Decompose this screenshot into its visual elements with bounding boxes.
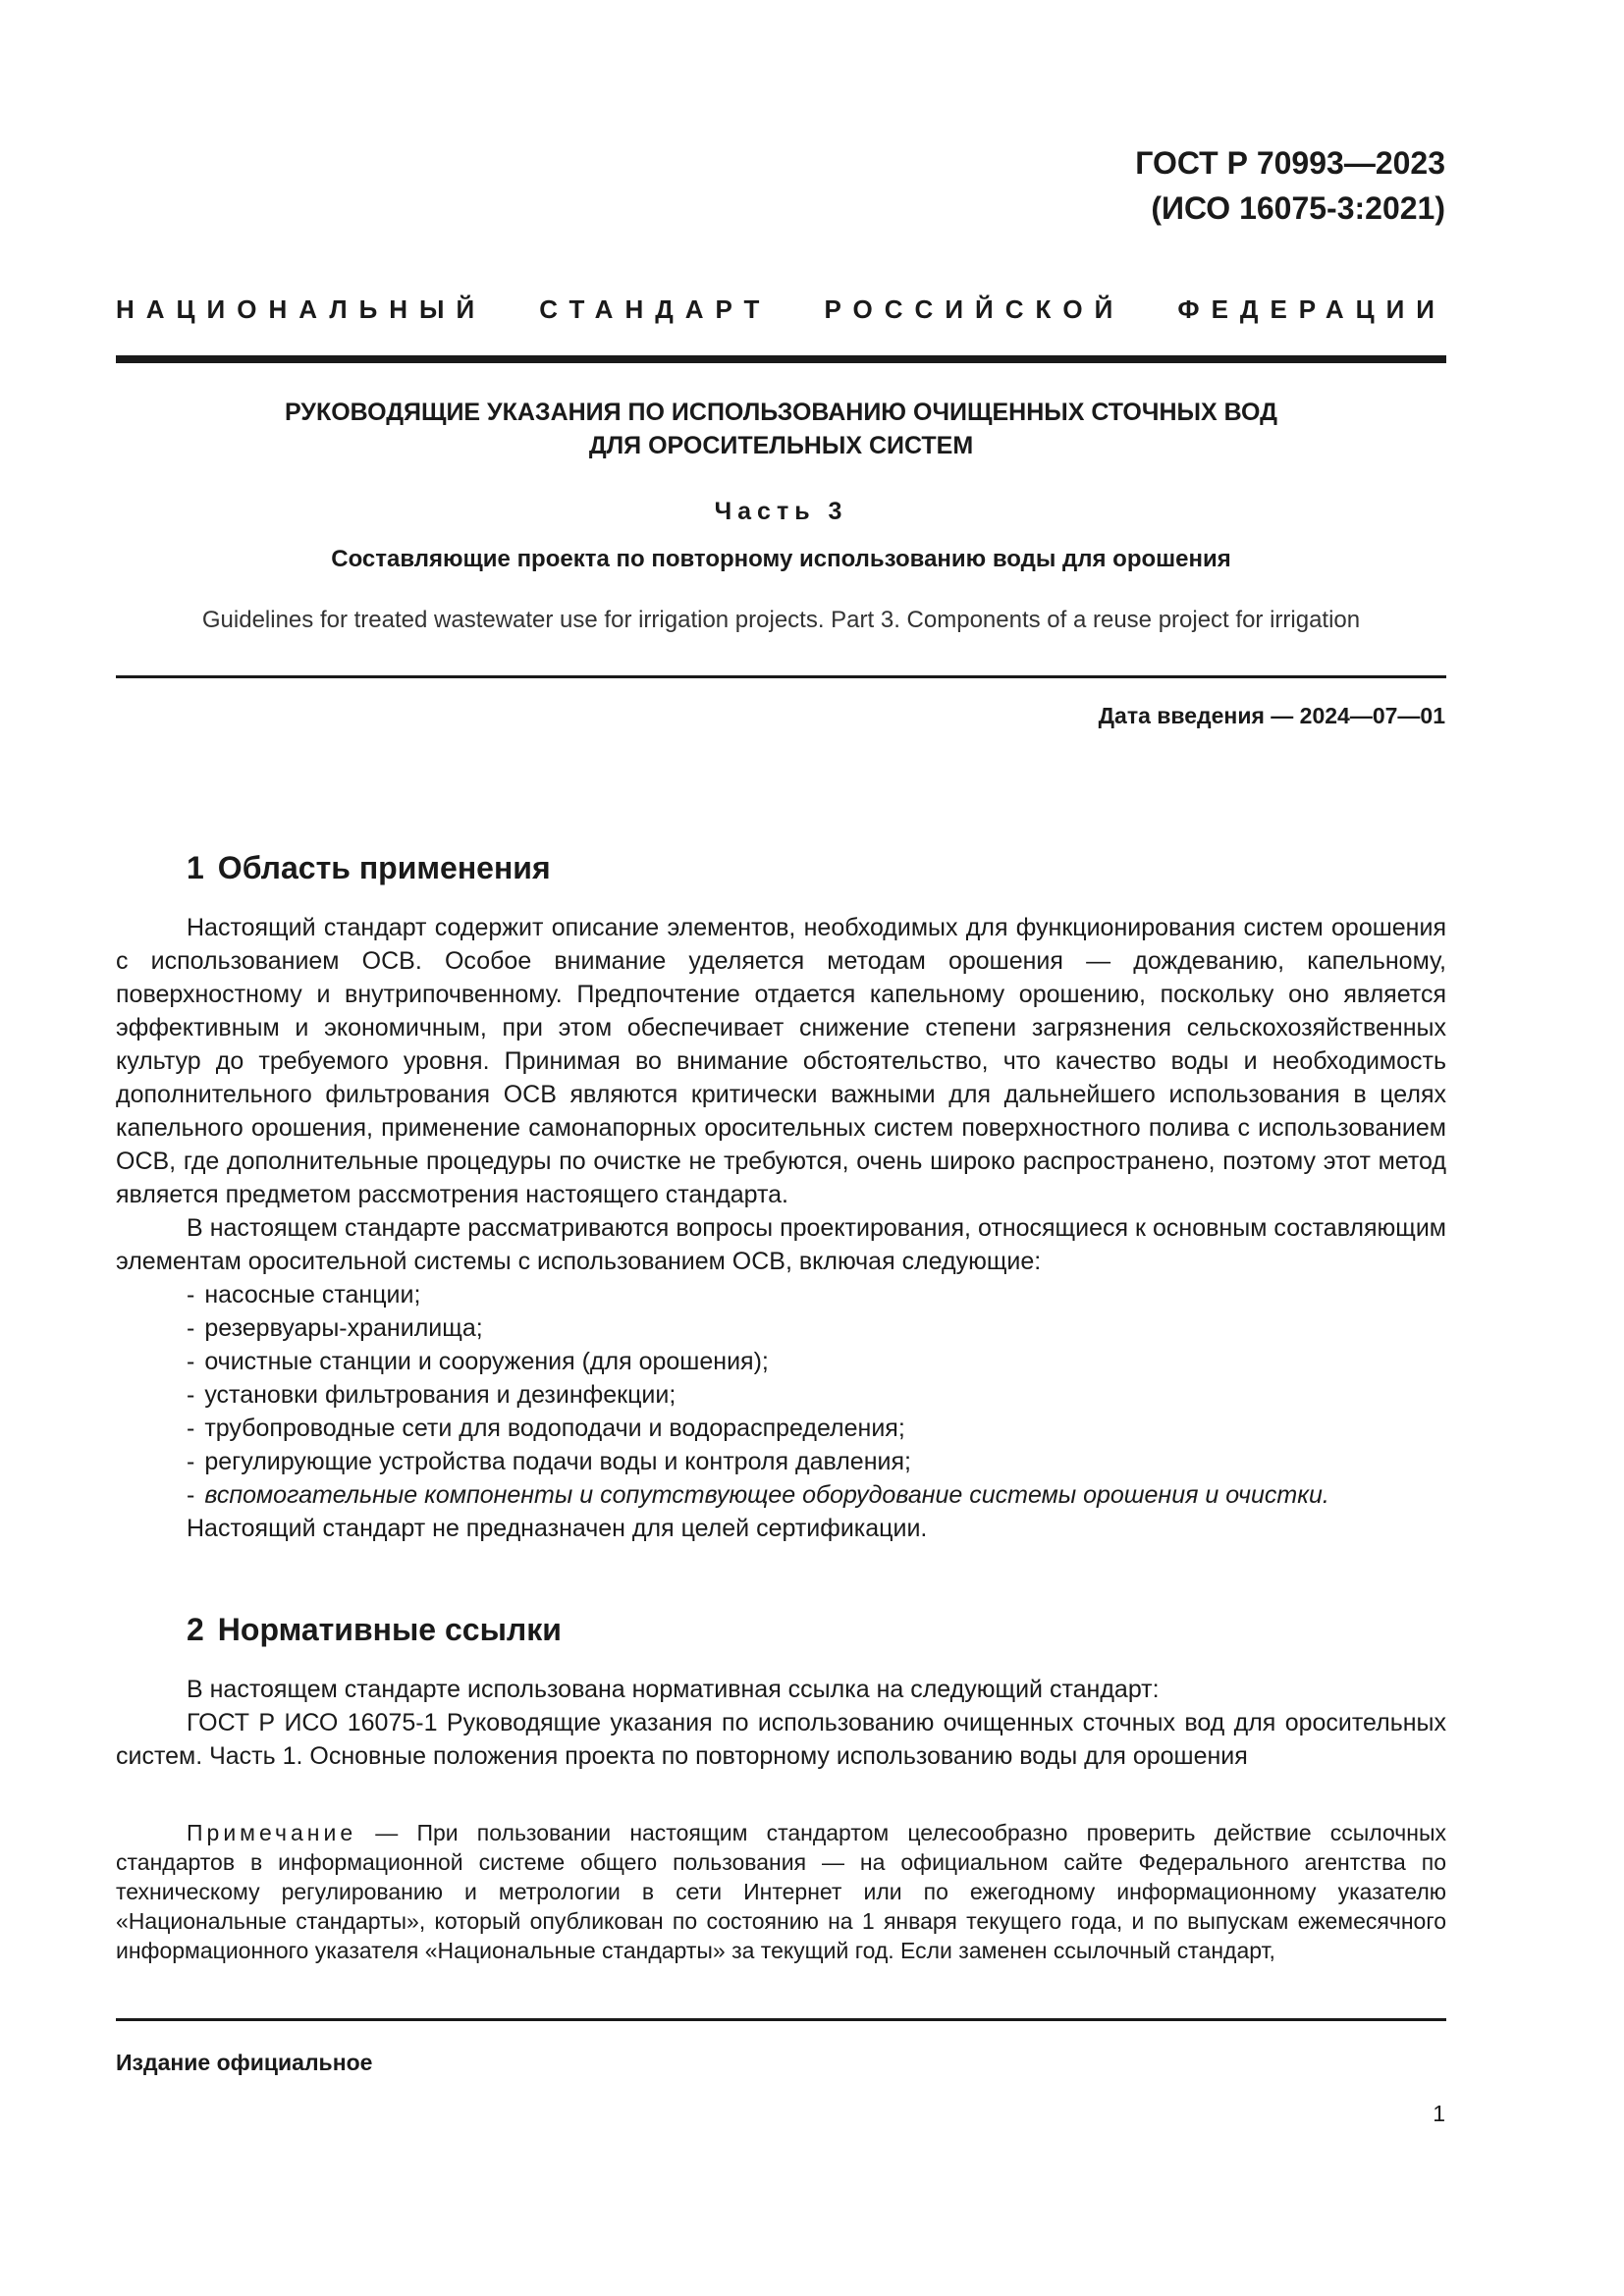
section-1-paragraph-3: Настоящий стандарт не предназначен для целей сертификации. [187,1515,928,1542]
section-1-title: Область применения [217,850,551,885]
list-item: - очистные станции и сооружения (для орошения); [187,1348,769,1375]
section-2-title: Нормативные ссылки [217,1612,562,1647]
national-standard-title: НАЦИОНАЛЬНЫЙ СТАНДАРТ РОССИЙСКОЙ ФЕДЕРАЦИИ [116,294,1446,324]
note-label: Примечание [187,1820,357,1845]
footer-rule [116,2018,1446,2021]
iso-equivalent: (ИСО 16075-3:2021) [1151,190,1445,226]
official-edition-label: Издание официальное [116,2050,373,2075]
list-dash: - [187,1314,195,1342]
note-text: — При пользовании настоящим стандартом целесообразно проверить действие ссылочных стандартов в информационной системе общего пользования — на официальном сайте Федерального агентства по техническому регулированию и метрологии в сети Интернет или по ежегодному информационному указателю «Национальные стандарты», который опубликован по состоянию на 1 января текущего года, и по выпускам ежемесячного информационного указателя «Национальные стандарты» за текущий год. Если заменен ссылочный стандарт, [116,1820,1446,1963]
section-2-body [116,1673,1446,1773]
page-number: 1 [1433,2101,1445,2126]
list-dash: - [187,1281,195,1308]
section-1-heading [187,850,551,886]
introduction-date: Дата введения — 2024—07—01 [1098,703,1445,728]
list-item: - трубопроводные сети для водоподачи и водораспределения; [187,1415,905,1442]
part-label: Часть 3 [714,498,848,525]
list-dash: - [187,1348,195,1375]
part-title: Составляющие проекта по повторному использованию воды для орошения [331,546,1231,572]
section-1-body [116,911,1446,1545]
title-rule [116,675,1446,678]
note [116,1818,1446,1965]
section-2-heading [187,1612,562,1648]
components-list [116,1278,1446,1512]
section-2-number: 2 [187,1612,204,1647]
list-item: - насосные станции; [187,1281,421,1308]
list-item: - установки фильтрования и дезинфекции; [187,1381,677,1409]
normative-reference: ГОСТ Р ИСО 16075-1 Руководящие указания по использованию очищенных сточных вод для оросительных систем. Часть 1. Основные положения проекта по повторному использованию воды для орошения [116,1709,1446,1770]
section-1-number: 1 [187,850,204,885]
list-item: - резервуары-хранилища; [187,1314,483,1342]
english-title: Guidelines for treated wastewater use for irrigation projects. Part 3. Components of a reuse project for irrigation [201,607,1361,633]
list-dash: - [187,1415,195,1442]
section-1-paragraph-1: Настоящий стандарт содержит описание элементов, необходимых для функционирования систем орошения с использованием ОСВ. Особое внимание уделяется методам орошения — дождеванию, капельному, поверхностному и внутрипочвенному. Предпочтение отдается капельному орошению, поскольку оно является эффективным и экономичным, при этом обеспечивает снижение степени загрязнения сельскохозяйственных культур до требуемого уровня. Принимая во внимание обстоятельство, что качество воды и необходимость дополнительного фильтрования ОСВ являются критически важными для дальнейшего использования в целях капельного орошения, применение самонапорных оросительных систем поверхностного полива с использованием ОСВ, где дополнительные процедуры по очистке не требуются, очень широко распространено, поэтому этот метод является предметом рассмотрения настоящего стандарта. [116,914,1446,1208]
document-title-line-1: РУКОВОДЯЩИЕ УКАЗАНИЯ ПО ИСПОЛЬЗОВАНИЮ ОЧИЩЕННЫХ СТОЧНЫХ ВОД [285,399,1277,426]
list-dash: - [187,1381,195,1409]
standard-number: ГОСТ Р 70993—2023 [1135,145,1445,181]
list-item: - вспомогательные компоненты и сопутствующее оборудование системы орошения и очистки. [187,1481,1329,1509]
list-dash: - [187,1481,195,1509]
list-dash: - [187,1448,195,1475]
document-title-line-2: ДЛЯ ОРОСИТЕЛЬНЫХ СИСТЕМ [588,432,974,459]
section-1-paragraph-2: В настоящем стандарте рассматриваются вопросы проектирования, относящиеся к основным составляющим элементам оросительной системы с использованием ОСВ, включая следующие: [116,1214,1446,1275]
header-rule [116,355,1446,363]
section-2-paragraph-1: В настоящем стандарте использована нормативная ссылка на следующий стандарт: [187,1676,1160,1703]
list-item: - регулирующие устройства подачи воды и контроля давления; [187,1448,911,1475]
